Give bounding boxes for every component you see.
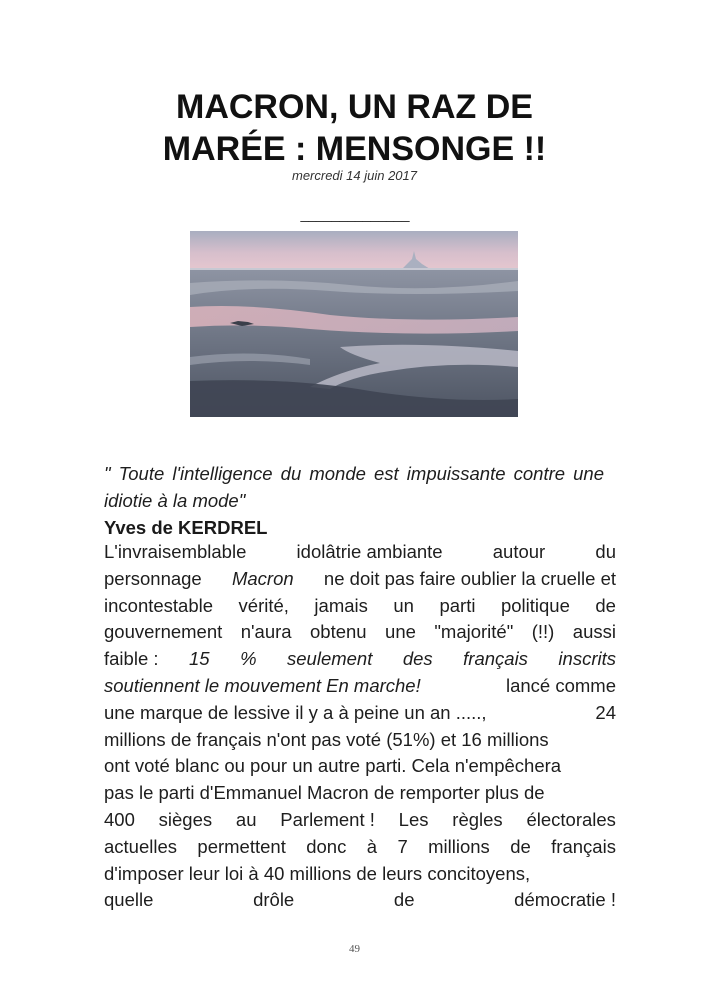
- body-text-segment: sièges: [158, 808, 213, 830]
- article-title: [0, 86, 709, 170]
- body-text-segment: %: [240, 648, 257, 670]
- body-text-segment: électorales: [526, 808, 616, 830]
- body-text-segment: démocratie !: [514, 889, 616, 911]
- title-line-2: MARÉE : MENSONGE !!: [162, 130, 547, 168]
- epigraph-quote: " Toute l'intelligence du monde est impuissante contre une idiotie à la mode": [104, 463, 604, 511]
- body-line: [104, 807, 616, 834]
- body-text-segment: incontestable: [104, 594, 214, 616]
- body-text-segment: 400: [104, 808, 135, 830]
- title-line-1: MACRON, UN RAZ DE: [176, 88, 533, 126]
- body-line: [104, 593, 616, 620]
- body-line: [104, 700, 616, 727]
- body-text-segment: gouvernement: [104, 621, 223, 643]
- body-text-segment: quelle: [104, 889, 154, 911]
- body-text-segment: de: [510, 835, 531, 857]
- body-text-segment: soutiennent le mouvement En marche!: [104, 674, 421, 696]
- body-text-segment: 15: [189, 648, 210, 670]
- body-text-segment: d'imposer leur loi à 40 millions de leurs concitoyens,: [104, 862, 531, 884]
- body-line: [104, 753, 616, 780]
- body-text-segment: n'aura: [240, 621, 292, 643]
- page-number: 49: [349, 943, 360, 955]
- body-text-segment: pas le parti d'Emmanuel Macron de remporter plus de: [104, 782, 545, 804]
- body-text-segment: donc: [306, 835, 347, 857]
- body-text-segment: seulement: [287, 648, 373, 670]
- body-text-segment: obtenu: [310, 621, 367, 643]
- article-body: [104, 539, 616, 914]
- body-text-segment: à: [366, 835, 378, 857]
- body-line: [104, 887, 616, 914]
- body-text-segment: 24: [595, 701, 616, 723]
- body-text-segment: ont voté blanc ou pour un autre parti. Cela n'empêchera: [104, 755, 562, 777]
- body-text-segment: de: [393, 889, 415, 911]
- body-text-segment: actuelles: [104, 835, 178, 857]
- body-line: [104, 539, 616, 566]
- body-text-segment: millions de français n'ont pas voté (51%) et 16 millions: [104, 728, 549, 750]
- body-line: [104, 566, 616, 593]
- quote-author: Yves de KERDREL: [104, 517, 268, 538]
- body-text-segment: ne doit pas faire oublier la cruelle et: [318, 567, 616, 589]
- separator-line: ______________: [300, 206, 410, 222]
- body-text-segment: millions: [428, 835, 490, 857]
- body-text-segment: lancé comme: [505, 674, 616, 696]
- body-text-segment: faible :: [104, 648, 159, 670]
- body-line: [104, 619, 616, 646]
- body-text-segment: politique: [500, 594, 570, 616]
- body-line: [104, 646, 616, 673]
- body-text-segment: idolâtrie ambiante: [296, 541, 443, 562]
- body-line: [104, 861, 616, 888]
- body-text-segment: au: [235, 808, 257, 830]
- body-text-segment: une marque de lessive il y a à peine un an .....,: [104, 701, 487, 723]
- body-text-segment: jamais: [314, 594, 368, 616]
- body-text-segment: L'invraisemblable: [104, 541, 247, 562]
- body-text-segment: aussi: [572, 621, 616, 643]
- body-line: [104, 727, 616, 754]
- body-text-segment: 7: [397, 835, 408, 857]
- body-text-segment: Macron: [231, 567, 294, 589]
- body-text-segment: un: [393, 594, 414, 616]
- body-text-segment: de: [595, 594, 616, 616]
- body-text-segment: français: [463, 648, 528, 670]
- body-text-segment: autour: [492, 541, 546, 562]
- body-text-segment: drôle: [253, 889, 295, 911]
- body-text-segment: inscrits: [558, 648, 616, 670]
- body-line: [104, 780, 616, 807]
- body-text-segment: Les: [398, 808, 429, 830]
- article-date: mercredi 14 juin 2017: [291, 168, 418, 183]
- body-text-segment: français: [551, 835, 616, 857]
- body-text-segment: "majorité": [434, 621, 514, 643]
- body-text-segment: parti: [439, 594, 476, 616]
- body-text-segment: Parlement !: [280, 808, 375, 830]
- body-text-segment: du: [595, 541, 616, 562]
- mont-saint-michel-photo: [190, 231, 518, 417]
- body-text-segment: des: [402, 648, 433, 670]
- body-text-segment: (!!): [531, 621, 555, 643]
- body-line: [104, 673, 616, 700]
- body-text-segment: règles: [452, 808, 503, 830]
- body-text-segment: permettent: [197, 835, 286, 857]
- body-line: [104, 834, 616, 861]
- body-text-segment: personnage: [104, 567, 207, 589]
- body-text-segment: une: [385, 621, 416, 643]
- body-text-segment: vérité,: [238, 594, 289, 616]
